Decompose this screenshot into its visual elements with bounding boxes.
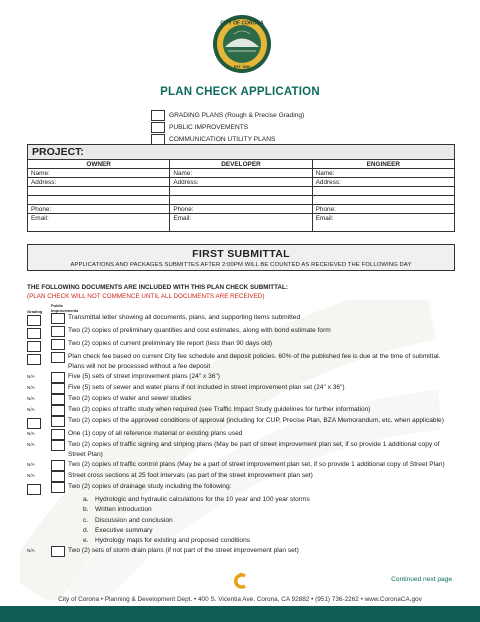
engineer-address-line-3[interactable] [313,196,454,205]
subitem-letter: b. [83,506,89,514]
document-item [27,313,457,326]
city-seal-logo [212,14,272,74]
owner-column [28,160,170,232]
document-item-text: Two (2) copies of traffic study when required (see Traffic Impact Study guidelines for further information) [68,406,371,414]
document-item [27,326,457,339]
project-info-table [27,144,455,232]
grading-na-label: N/A [27,374,35,380]
grading-cell [27,416,51,429]
public-improvements-column-label: Public Improvements [51,303,79,313]
document-item [27,405,457,416]
footer-bar [0,606,480,622]
submittal-note: APPLICATIONS AND PACKAGES SUBMITTES AFTER 2:00PM WILL BE COUNTED AS RECEIEVED THE FOLLOWING DAY [70,262,412,268]
column-heading: ENGINEER [313,160,454,169]
developer-phone-field[interactable]: Phone: [170,205,311,214]
page-title: PLAN CHECK APPLICATION [160,86,320,98]
public-improvements-cell [51,546,65,557]
document-item [27,372,457,383]
corona-c-logo [233,572,249,590]
grading-plans-checkbox[interactable] [151,110,165,121]
drainage-subitem [83,526,457,536]
document-checklist [27,313,457,557]
grading-cell [27,440,51,447]
drainage-study-subitems [83,495,457,545]
grading-cell [27,482,51,495]
documents-note: (PLAN CHECK WILL NOT COMMENCE UNTIL ALL DOCUMENTS ARE RECEIVED) [27,293,265,300]
document-item-text: Two (2) sets of storm drain plans (if not part of the street improvement plan set) [68,546,299,554]
public-improvements-cell [51,482,65,493]
grading-na-label: N/A [27,431,35,437]
public-improvements-checkbox[interactable] [51,405,65,416]
project-label: PROJECT: [28,145,454,160]
grading-cell [27,313,51,326]
drainage-subitem [83,495,457,505]
grading-cell [27,429,51,436]
drainage-subitem [83,505,457,515]
grading-na-label: N/A [27,385,35,391]
grading-na-label: N/A [27,473,35,479]
subitem-letter: a. [83,496,89,504]
grading-checkbox[interactable] [27,315,41,326]
grading-na-label: N/A [27,547,35,553]
document-item-text: One (1) copy of all reference material or existing plans used [68,430,243,438]
document-item [27,429,457,440]
drainage-subitem [83,516,457,526]
grading-cell [27,352,51,365]
public-improvements-cell [51,352,65,363]
subitem-letter: c. [83,516,89,524]
engineer-phone-field[interactable]: Phone: [313,205,454,214]
public-improvements-cell [51,383,65,394]
engineer-address-field[interactable]: Address: [313,178,454,187]
grading-cell [27,372,51,379]
owner-address-line-2[interactable] [28,187,169,196]
document-item [27,482,457,495]
submittal-title: FIRST SUBMITTAL [192,248,290,260]
document-item [27,471,457,482]
grading-cell [27,546,51,553]
engineer-column [313,160,454,232]
developer-address-line-3[interactable] [170,196,311,205]
public-improvements-cell [51,339,65,350]
owner-address-field[interactable]: Address: [28,178,169,187]
subitem-text: Discussion and conclusion [95,516,173,524]
subitem-text: Written introduction [95,506,152,514]
column-heading: DEVELOPER [170,160,311,169]
subitem-text: Hydrologic and hydraulic calculations for the 10 year and 100 year storms [95,496,310,504]
document-item [27,383,457,394]
public-improvements-checkbox[interactable] [51,471,65,482]
public-improvements-cell [51,313,65,324]
public-improvements-checkbox[interactable] [51,394,65,405]
document-item-text: Two (2) copies of traffic signing and striping plans (May be part of street improvement plan set, if so provide 1 additional copy of Street Plan) [68,441,440,459]
developer-address-line-2[interactable] [170,187,311,196]
public-improvements-cell [51,394,65,405]
subitem-letter: e. [83,536,89,544]
owner-email-field[interactable]: Email: [31,215,49,222]
document-item-text: Two (2) copies of the approved conditions of approval (including for CUP, Precise Plan, BZA Memorandum, etc. when applicable) [68,417,444,425]
public-improvements-cell [51,460,65,471]
engineer-email-field[interactable]: Email: [315,215,334,222]
document-item-text: Five (5) sets of sewer and water plans if not included in street improvement plan set (24" x 36") [68,384,345,392]
owner-phone-field[interactable]: Phone: [28,205,169,214]
public-improvements-checkbox[interactable] [51,416,65,427]
application-type-row [151,109,304,121]
public-improvements-checkbox[interactable] [51,546,65,557]
column-heading: OWNER [28,160,169,169]
application-type-checklist [151,109,304,146]
developer-name-field[interactable]: Name: [170,169,311,178]
grading-checkbox[interactable] [27,328,41,339]
grading-checkbox[interactable] [27,354,41,365]
application-type-label: PUBLIC IMPROVEMENTS [169,123,249,131]
grading-cell [27,339,51,352]
document-item-text: Transmittal letter showing all documents, plans, and supporting items submitted [68,314,301,321]
public-improvements-checkbox[interactable] [51,429,65,440]
public-improvements-cell [51,372,65,383]
document-item [27,546,457,557]
public-improvements-checkbox[interactable] [51,326,65,337]
document-item [27,460,457,471]
grading-cell [27,471,51,478]
public-improvements-checkbox[interactable] [51,383,65,394]
grading-na-label: N/A [27,442,35,448]
document-item-text: Two (2) copies of current preliminary tile report (less than 90 days old) [68,340,273,347]
application-type-label: GRADING PLANS (Rough & Precise Grading) [169,111,305,119]
public-improvements-column-heading [51,303,81,313]
document-item-text: Two (2) copies of drainage study including the following: [68,483,232,491]
grading-na-label: N/A [27,462,35,468]
grading-cell [27,383,51,390]
public-improvements-cell [51,429,65,440]
grading-cell [27,326,51,339]
developer-address-field[interactable]: Address: [170,178,311,187]
document-item-text: Two (2) copies of preliminary quantities and cost estimates, along with bond estimate form [68,327,331,334]
document-item-text: Two (2) copies of water and sewer studies [68,395,192,403]
grading-na-label: N/A [27,407,35,413]
grading-checkbox[interactable] [27,484,41,495]
public-improvements-cell [51,416,65,427]
document-item [27,339,457,352]
public-improvements-checkbox[interactable] [51,482,65,493]
public-improvements-checkbox[interactable] [51,313,65,324]
subitem-text: Executive summary [95,526,153,534]
public-improvements-checkbox[interactable] [51,352,65,363]
submittal-banner [27,244,455,271]
public-improvements-cell [51,440,65,451]
developer-column [170,160,312,232]
document-item-text: Plan check fee based on current City fee schedule and deposit policies. 60% of the published fee is due at the time of submittal. Plans will not be processed without a fee deposit [68,353,441,371]
document-item [27,352,457,372]
public-improvements-checkbox[interactable] [51,440,65,451]
engineer-name-field[interactable]: Name: [313,169,454,178]
grading-checkbox[interactable] [27,418,41,429]
seal-top-text: CITY OF CORONA [220,20,264,27]
document-item [27,394,457,405]
owner-name-field[interactable]: Name: [28,169,169,178]
developer-email-field[interactable]: Email: [173,215,192,222]
document-item [27,440,457,460]
drainage-subitem [83,536,457,546]
grading-cell [27,405,51,412]
public-improvements-cell [51,326,65,337]
public-improvements-checkbox[interactable] [51,372,65,383]
document-item-text: Street cross sections at 25 foot intervals (as part of the street improvement plan set) [68,472,313,480]
grading-na-label: N/A [27,396,35,402]
owner-address-line-3[interactable] [28,196,169,205]
public-improvements-checkbox[interactable] [51,460,65,471]
seal-bottom-text: EST. 1896 [233,65,251,69]
documents-heading: THE FOLLOWING DOCUMENTS ARE INCLUDED WITH THIS PLAN CHECK SUBMITTAL: [27,284,288,291]
subitem-text: Hydrology maps for existing and proposed conditions [95,536,251,544]
application-type-label: COMMUNICATION UTILITY PLANS [169,135,276,143]
footer-contact: City of Corona • Planning & Development Dept. • 400 S. Vicentia Ave. Corona, CA 92882 • (951) 736-2262 • www.CoronaCA.gov [58,596,422,603]
public-improvements-checkbox[interactable] [151,122,165,133]
public-improvements-cell [51,471,65,482]
public-improvements-checkbox[interactable] [51,339,65,350]
public-improvements-cell [51,405,65,416]
subitem-letter: d. [83,526,89,534]
document-item [27,416,457,429]
grading-column-heading: Grading [27,309,43,314]
document-item-text: Five (5) sets of street improvement plans (24" x 36") [68,373,220,381]
engineer-address-line-2[interactable] [313,187,454,196]
grading-checkbox[interactable] [27,341,41,352]
document-item-text: Two (2) copies of traffic control plans (May be a part of street improvement plan set, if so provide 1 additional copy of Street Plan) [68,461,445,469]
application-type-row [151,121,304,133]
grading-cell [27,460,51,467]
continued-next-page: Continued next page [391,576,452,583]
grading-cell [27,394,51,401]
